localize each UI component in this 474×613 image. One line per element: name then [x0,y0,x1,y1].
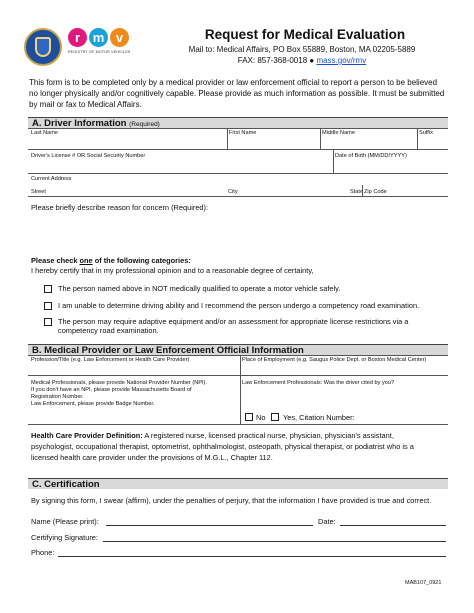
city-label: City [228,189,238,195]
reason-textarea[interactable] [31,214,447,252]
signature-label: Certifying Signature: [31,533,98,542]
npi-instruction-4: Law Enforcement, please provide Badge Number. [31,401,155,407]
cited-yes-label: Yes, Citation Number: [283,413,355,422]
option-adaptive-equipment-label-cont: competency road examination. [58,326,159,335]
section-b-title: B. Medical Provider or Law Enforcement Official Information [32,345,304,356]
option-not-qualified-checkbox[interactable] [44,285,52,293]
employment-label: Place of Employment (e.g. Saugus Police Dept. or Boston Medical Center) [242,357,427,363]
certify-statement: I hereby certify that in my professional opinion and to a reasonable degree of certainty, [31,266,314,275]
license-label: Driver's License # OR Social Security Number [31,153,146,159]
suffix-field[interactable] [419,136,447,148]
reason-prompt: Please briefly describe reason for concern (Required): [31,203,209,212]
last-name-field[interactable] [31,136,225,148]
section-c-title: C. Certification [32,479,100,490]
section-c-header [28,478,448,489]
rmv-logo-subtitle: REGISTRY OF MOTOR VEHICLES [68,50,131,54]
street-label: Street [31,189,46,195]
state-label: State [350,189,364,195]
dob-field[interactable] [335,160,447,172]
zip-code-label: Zip Code [364,189,387,195]
commonwealth-seal-logo [24,28,62,66]
date-label: Date: [318,517,336,526]
employment-field[interactable] [242,364,447,374]
cited-question: Law Enforcement Professionals: Was the driver cited by you? [242,380,395,386]
name-field[interactable] [106,525,313,526]
npi-instruction-3: Registration Number. [31,394,84,400]
certification-statement: By signing this form, I swear (affirm), under the penalties of perjury, that the information I have provided is true and correct. [31,496,432,505]
dob-label: Date of Birth (MM/DD/YYYY) [335,153,407,159]
definition-label: Health Care Provider Definition: [31,431,143,440]
definition-line-3: licensed health care provider under the provisions of M.G.L., Chapter 112. [31,453,273,462]
section-a-title: A. Driver Information [32,118,127,129]
definition-line-1: A registered nurse, licensed practical nurse, physician, physician's assistant, [142,431,394,440]
form-title: Request for Medical Evaluation [204,27,406,42]
check-prompt-emphasis: one [79,256,93,265]
last-name-label: Last Name [31,130,59,136]
fax-line [172,56,432,65]
check-prompt: Please check one of the following categories: [31,256,191,265]
cited-yes-checkbox[interactable] [271,413,279,421]
website-link[interactable]: mass.gov/rmv [316,56,367,65]
first-name-field[interactable] [229,136,318,148]
phone-label: Phone: [31,548,55,557]
intro-paragraph: This form is to be completed only by a medical provider or law enforcement official to report a person to be believed no longer physically and/or cognitively capable. Please provide as much information as possible. It must be submitted by mail or fax to Medical Affairs. [29,78,445,109]
profession-label: Profession/Title (e.g. Law Enforcement or Health Care Provider) [31,357,190,363]
suffix-label: Suffix [419,130,433,136]
name-label: Name (Please print): [31,517,99,526]
option-not-qualified-label: The person named above in NOT medically qualified to operate a motor vehicle safely. [58,284,341,293]
current-address-label: Current Address [31,176,72,182]
date-field[interactable] [340,525,446,526]
middle-name-field[interactable] [322,136,415,148]
middle-name-label: Middle Name [322,130,355,136]
section-a-header [28,117,448,128]
npi-instruction-1: Medical Professionals, please provide National Provider Number (NPI). [31,380,207,386]
option-adaptive-equipment-label: The person may require adaptive equipment and/or an assessment for appropriate license restrictions via a [58,317,409,326]
npi-badge-field[interactable] [31,409,238,422]
license-field[interactable] [31,160,331,172]
cited-no-label: No [256,413,266,422]
signature-field[interactable] [103,541,446,542]
option-adaptive-equipment-checkbox[interactable] [44,318,52,326]
cited-no-checkbox[interactable] [245,413,253,421]
required-note: (Required) [129,121,160,128]
citation-number-field[interactable] [362,413,446,422]
phone-field[interactable] [58,556,446,557]
option-unable-to-determine-checkbox[interactable] [44,302,52,310]
first-name-label: First Name [229,130,257,136]
mail-to-address: Mail to: Medical Affairs, PO Box 55889, Boston, MA 02205-5889 [188,45,416,54]
definition-line-2: psychologist, occupational therapist, optometrist, ophthalmologist, osteopath, physical therapist, or podiatrist who is a [31,442,414,451]
option-unable-to-determine-label: I am unable to determine driving ability and I recommend the person undergo a competency road examination. [58,301,420,310]
section-b-header [28,344,448,355]
form-code: MAB107_0921 [405,580,442,586]
definition-paragraph [31,430,451,463]
rmv-logo: r m v REGISTRY OF MOTOR VEHICLES [68,28,136,68]
profession-field[interactable] [31,364,238,374]
fax-number: FAX: 857-368-0018 ● [237,56,315,65]
npi-instruction-2: If you don't have an NPI, please provide Massachusetts Board of [31,387,192,393]
